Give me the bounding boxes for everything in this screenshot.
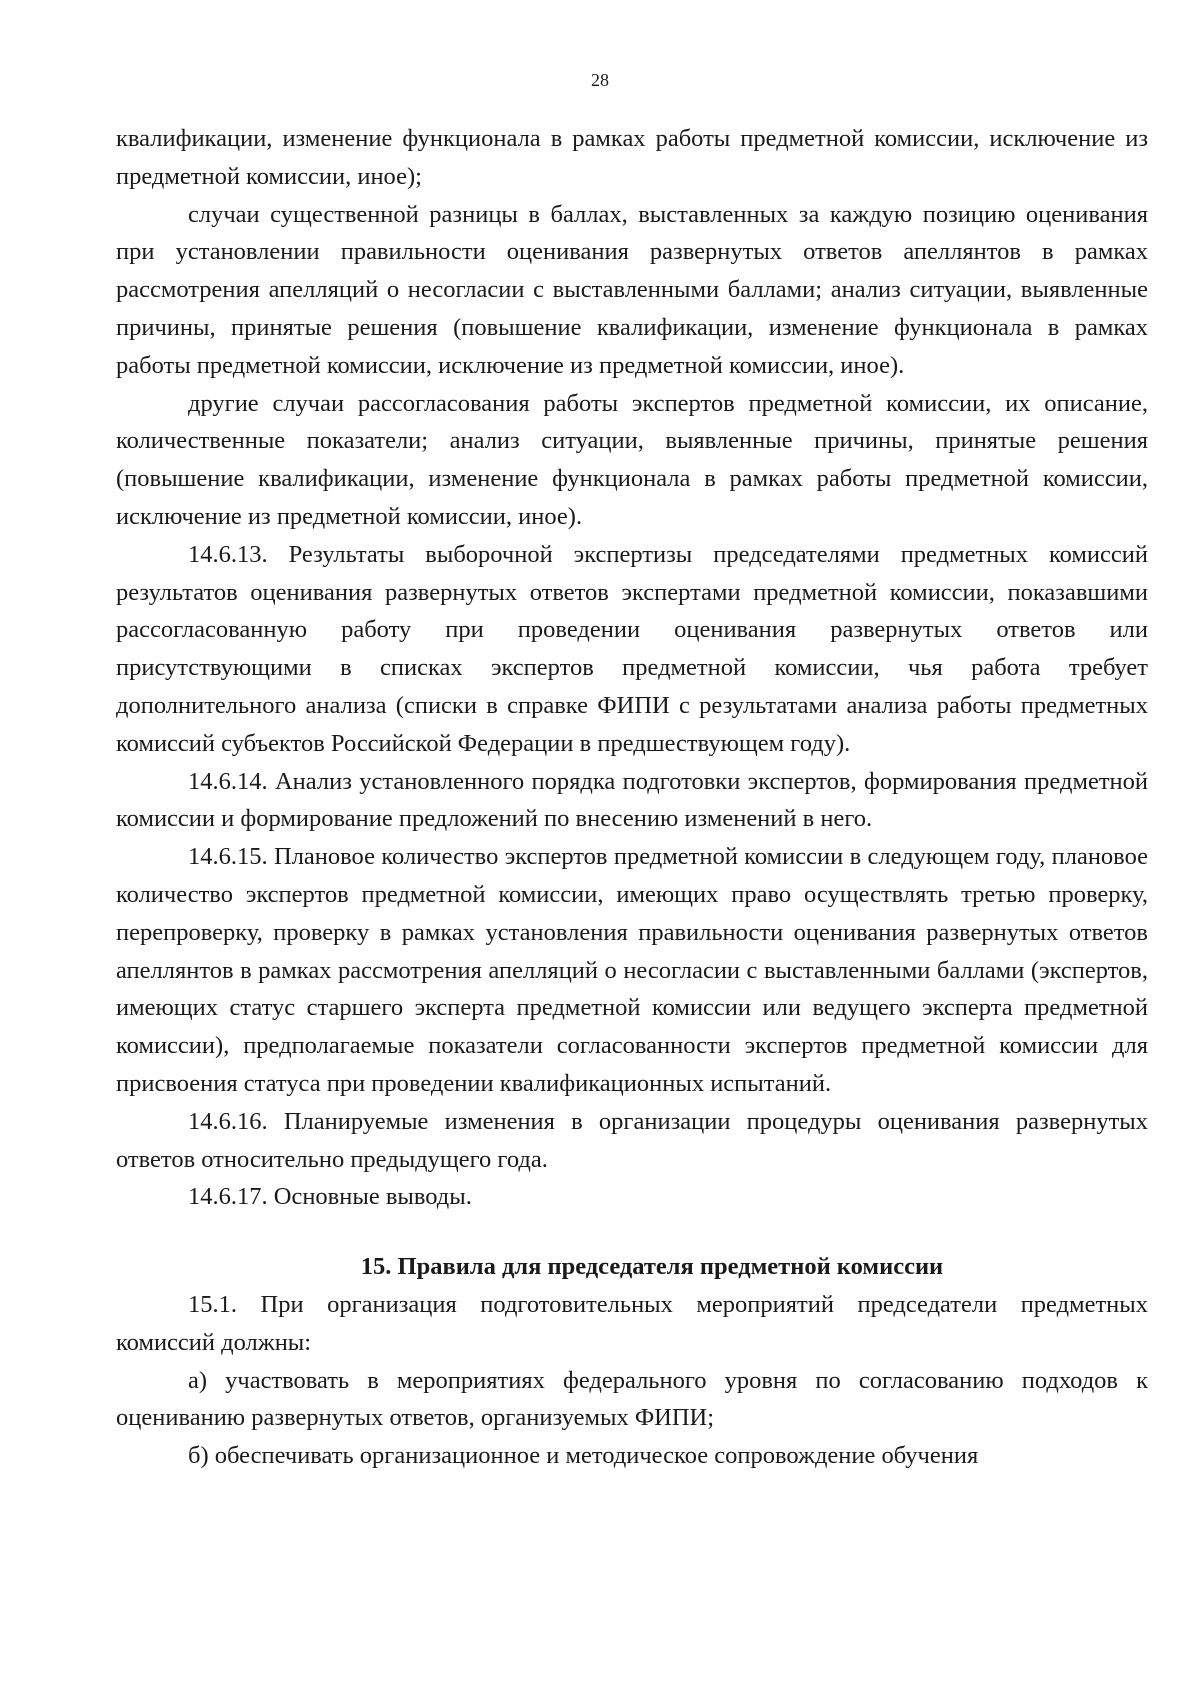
paragraph-14-6-13: 14.6.13. Результаты выборочной экспертизы председателями предметных комиссий результатов оценивания развернутых ответов экспертами предметной комиссии, показавшими рассогласованную работу при проведении оценивания развернутых ответов или присутствующими в списках экспертов предметной комиссии, чья работа требует дополнительного анализа (списки в справке ФИПИ с результатами анализа работы предметных комиссий субъектов Российской Федерации в предшествующем году). bbox=[116, 540, 1148, 757]
section-heading: 15. Правила для председателя предметной комиссии bbox=[360, 1253, 944, 1281]
paragraph-14-6-15: 14.6.15. Плановое количество экспертов предметной комиссии в следующем году, плановое количество экспертов предметной комиссии, имеющих право осуществлять третью проверку, перепроверку, проверку в рамках установления правильности оценивания развернутых ответов апеллянтов в рамках рассмотрения апелляций о несогласии с выставленными баллами (экспертов, имеющих статус старшего эксперта предметной комиссии или ведущего эксперта предметной комиссии), предполагаемые показатели согласованности экспертов предметной комиссии для присвоения статуса при проведении квалификационных испытаний. bbox=[116, 843, 1148, 1097]
page-number: 28 bbox=[591, 70, 609, 90]
paragraph-14-6-16: 14.6.16. Планируемые изменения в организации процедуры оценивания развернутых ответов относительно предыдущего года. bbox=[116, 1107, 1148, 1173]
list-item-b: б) обеспечивать организационное и методическое сопровождение обучения bbox=[188, 1442, 979, 1470]
list-item-a: а) участвовать в мероприятиях федерального уровня по согласованию подходов к оцениванию развернутых ответов, организуемых ФИПИ; bbox=[116, 1366, 1148, 1432]
paragraph-14-6-14: 14.6.14. Анализ установленного порядка подготовки экспертов, формирования предметной комиссии и формирование предложений по внесению изменений в него. bbox=[116, 767, 1148, 833]
paragraph: квалификации, изменение функционала в рамках работы предметной комиссии, исключение из предметной комиссии, иное); bbox=[116, 125, 1148, 190]
paragraph: случаи существенной разницы в баллах, выставленных за каждую позицию оценивания при установлении правильности оценивания развернутых ответов апеллянтов в рамках рассмотрения апелляций о несогласии с выставленными баллами; анализ ситуации, выявленные причины, принятые решения (повышение квалификации, изменение функционала в рамках работы предметной комиссии, исключение из предметной комиссии, иное). bbox=[116, 200, 1148, 379]
document-body bbox=[116, 120, 1148, 1475]
paragraph-15-1: 15.1. При организация подготовительных мероприятий председатели предметных комиссий должны: bbox=[116, 1290, 1148, 1356]
paragraph: другие случаи рассогласования работы экспертов предметной комиссии, их описание, количественные показатели; анализ ситуации, выявленные причины, принятые решения (повышение квалификации, изменение функционала в рамках работы предметной комиссии, исключение из предметной комиссии, иное). bbox=[116, 389, 1148, 530]
paragraph-14-6-17: 14.6.17. Основные выводы. bbox=[188, 1183, 472, 1211]
